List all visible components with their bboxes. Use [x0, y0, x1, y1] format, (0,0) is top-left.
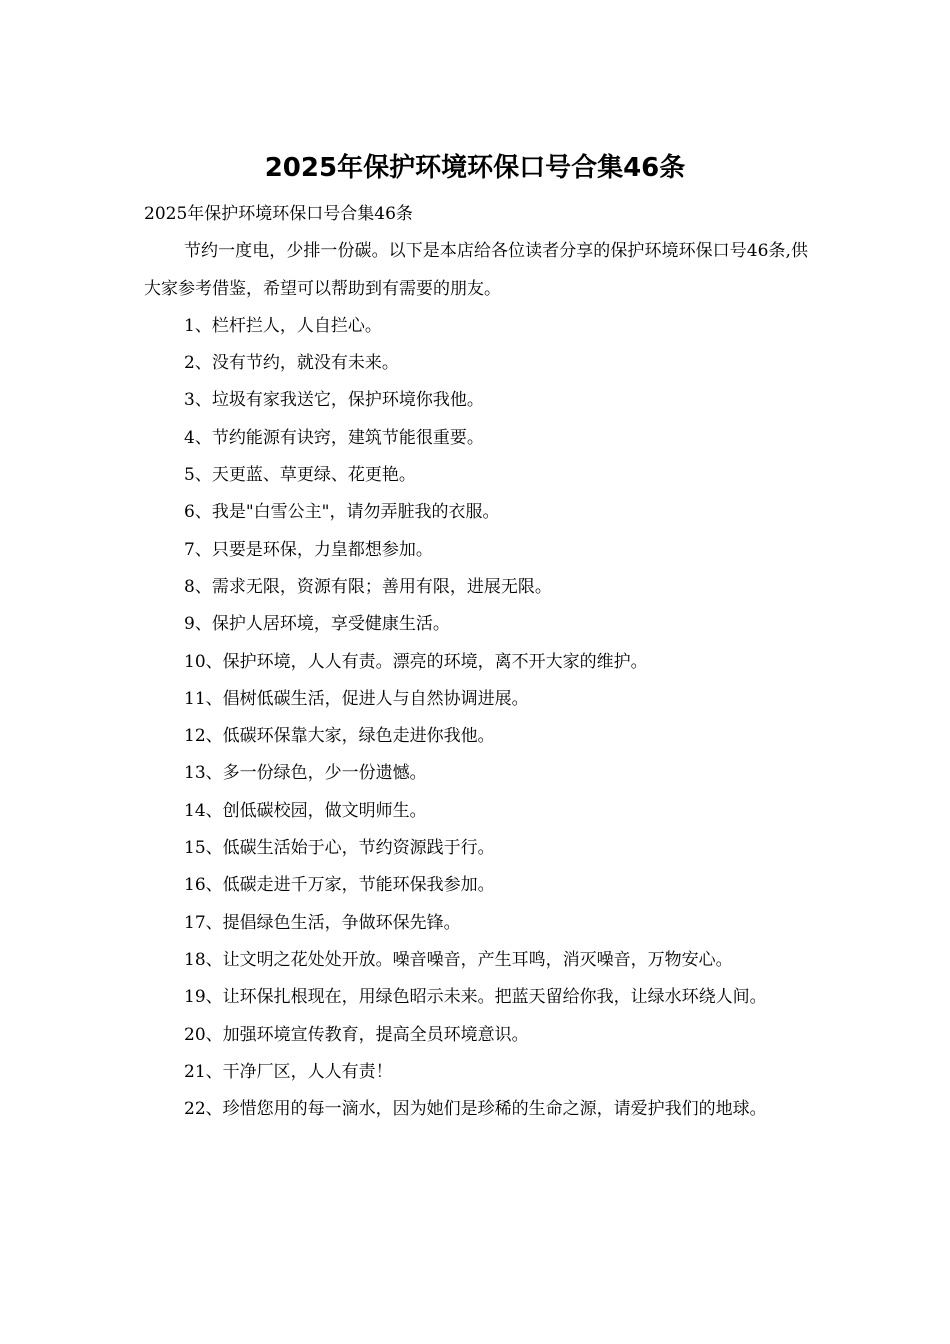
- slogan-item: 22、珍惜您用的每一滴水，因为她们是珍稀的生命之源，请爱护我们的地球。: [184, 1099, 767, 1120]
- slogan-item: 20、加强环境宣传教育，提高全员环境意识。: [184, 1024, 529, 1045]
- intro-paragraph: 节约一度电，少排一份碳。以下是本店给各位读者分享的保护环境环保口号46条,供大家参考借鉴，希望可以帮助到有需要的朋友。: [144, 241, 808, 299]
- slogan-item: 6、我是"白雪公主"，请勿弄脏我的衣服。: [184, 502, 500, 523]
- slogan-item: 2、没有节约，就没有未来。: [184, 353, 399, 374]
- slogan-item: 9、保护人居环境，享受健康生活。: [184, 614, 450, 635]
- slogan-item: 14、创低碳校园，做文明师生。: [184, 800, 427, 821]
- slogan-item: 12、低碳环保靠大家，绿色走进你我他。: [184, 726, 495, 747]
- slogan-item: 8、需求无限，资源有限；善用有限，进展无限。: [184, 576, 552, 597]
- slogan-item: 1、栏杆拦人，人自拦心。: [184, 315, 382, 336]
- slogan-item: 11、倡树低碳生活，促进人与自然协调进展。: [184, 688, 529, 709]
- slogan-item: 15、低碳生活始于心，节约资源践于行。: [184, 838, 495, 859]
- slogan-item: 10、保护环境，人人有责。漂亮的环境，离不开大家的维护。: [184, 651, 648, 672]
- slogan-item: 4、节约能源有诀窍，建筑节能很重要。: [184, 427, 484, 448]
- document-title: 2025年保护环境环保口号合集46条: [264, 153, 686, 183]
- slogan-item: 7、只要是环保，力皇都想参加。: [184, 539, 433, 560]
- slogan-item: 18、让文明之花处处开放。噪音噪音，产生耳鸣，消灭噪音，万物安心。: [184, 949, 733, 970]
- slogan-item: 21、干净厂区，人人有责！: [184, 1061, 393, 1082]
- slogan-item: 16、低碳走进千万家，节能环保我参加。: [184, 875, 495, 896]
- slogan-item: 17、提倡绿色生活，争做环保先锋。: [184, 912, 461, 933]
- slogan-item: 13、多一份绿色，少一份遗憾。: [184, 763, 427, 784]
- document-body: [144, 196, 808, 1128]
- slogan-item: 19、让环保扎根现在，用绿色昭示未来。把蓝天留给你我，让绿水环绕人间。: [184, 987, 767, 1008]
- slogan-item: 3、垃圾有家我送它，保护环境你我他。: [184, 390, 484, 411]
- document-subtitle: 2025年保护环境环保口号合集46条: [144, 204, 413, 224]
- slogan-item: 5、天更蓝、草更绿、花更艳。: [184, 465, 416, 486]
